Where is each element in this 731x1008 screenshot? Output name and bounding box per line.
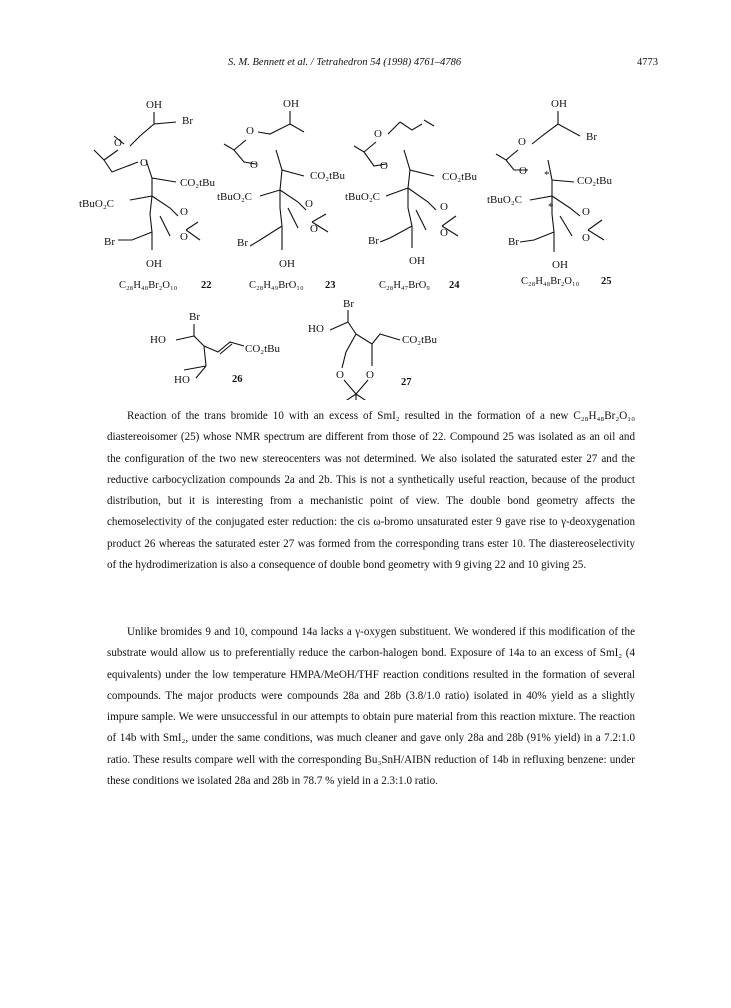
s24-o4: O — [440, 227, 448, 239]
s24-tbuo2c: tBuO₂C — [345, 191, 381, 203]
s23-o3: O — [305, 198, 313, 210]
s25-o2: O — [519, 165, 527, 177]
s22-tbuo2c: tBuO₂C — [79, 198, 115, 210]
s27-co2tbu: CO₂tBu — [402, 334, 438, 346]
s23-oh-top: OH — [283, 98, 299, 110]
s22-co2tbu: CO₂tBu — [180, 177, 216, 189]
s26-label: 26 — [232, 374, 243, 385]
structure-22 — [79, 99, 216, 291]
s24-co2tbu: CO₂tBu — [442, 171, 478, 183]
s22-label: 22 — [201, 280, 212, 291]
s22-o3: O — [180, 206, 188, 218]
s22-br-bottom: Br — [104, 236, 115, 248]
s23-o1: O — [246, 125, 254, 137]
paragraph-2 — [107, 622, 635, 792]
s23-formula: C₂₈H₄₉BrO₁₀ — [249, 280, 304, 291]
s23-tbuo2c: tBuO₂C — [217, 191, 253, 203]
s22-oh-top: OH — [146, 99, 162, 111]
s22-o1: O — [114, 137, 122, 149]
s27-o1: O — [336, 369, 344, 381]
structure-26 — [150, 311, 281, 386]
s25-oh-bottom: OH — [552, 259, 568, 271]
s25-star-1: * — [544, 169, 550, 181]
paragraph-1-text: Reaction of the trans bromide 10 with an excess of SmI₂ resulted in the formation of a new C₂₈H₄₈Br₂O₁₀ diastereoisomer (25) whose NMR spectrum are different from those of 22. Compound 25 was isolated as an oil and the configuration of the two new stereocenters was not determined. We also isolated the saturated ester 27 and the reductive carbocyclization compounds 2a and 2b. This is not a synthetically useful reaction, because of the product distribution, but it is interesting from a mechanistic point of view. The double bond geometry affects the chemoselectivity of the conjugated ester reduction: the cis ω-bromo unsaturated ester 9 gave rise to γ-deoxygenation product 26 whereas the saturated ester 27 was formed from the corresponding trans ester 10. The diastereoselectivity of the hydrodimerization is also a consequence of double bond geometry with 9 giving 22 and 10 giving 25. — [107, 410, 635, 572]
structure-25 — [487, 98, 613, 287]
s27-o2: O — [366, 369, 374, 381]
s26-br: Br — [189, 311, 200, 323]
paragraph-2-text: Unlike bromides 9 and 10, compound 14a lacks a γ-oxygen substituent. We wondered if this modification of the substrate would allow us to preferentially reduce the carbon-halogen bond. Exposure of 14a to an excess of SmI₂ (4 equivalents) under the low temperature HMPA/MeOH/THF reaction conditions resulted in the formation of several compounds. The major products were compounds 28a and 28b (3.8/1.0 ratio) isolated in 40% yield as a slightly impure sample. We were unsuccessful in our attempts to obtain pure material from this reaction mixture. The reaction of 14b with SmI₂, under the same conditions, was much cleaner and gave only 28a and 28b (91% yield) in a 7.2:1.0 ratio. These results compare well with the corresponding Bu₃SnH/AIBN reduction of 14b in refluxing benzene: under these conditions we isolated 28a and 28b in 78.7 % yield in a 2.3:1.0 ratio. — [107, 626, 635, 788]
s25-tbuo2c: tBuO₂C — [487, 194, 523, 206]
paragraph-1 — [107, 406, 635, 576]
s27-label: 27 — [401, 377, 412, 388]
s25-br-bottom: Br — [508, 236, 519, 248]
s27-ho: HO — [308, 323, 324, 335]
s22-o2: O — [140, 157, 148, 169]
s25-br-top: Br — [586, 131, 597, 143]
structure-27 — [308, 298, 438, 400]
structure-scheme — [0, 0, 731, 400]
s24-o2: O — [380, 160, 388, 172]
s24-o3: O — [440, 201, 448, 213]
s24-label: 24 — [449, 280, 460, 291]
s26-co2tbu: CO₂tBu — [245, 343, 281, 355]
s26-ho-top: HO — [150, 334, 166, 346]
s25-oh-top: OH — [551, 98, 567, 110]
s22-br-top: Br — [182, 115, 193, 127]
s23-label: 23 — [325, 280, 336, 291]
s23-br: Br — [237, 237, 248, 249]
s26-ho-bottom: HO — [174, 374, 190, 386]
s25-label: 25 — [601, 276, 612, 287]
s24-formula: C₂₈H₄₇BrO₉ — [379, 280, 430, 291]
page-number: 4773 — [637, 57, 658, 68]
s27-br: Br — [343, 298, 354, 310]
s23-co2tbu: CO₂tBu — [310, 170, 346, 182]
s22-o4: O — [180, 231, 188, 243]
running-head: S. M. Bennett et al. / Tetrahedron 54 (1998) 4761–4786 — [228, 57, 462, 68]
s24-br: Br — [368, 235, 379, 247]
structure-23 — [217, 98, 346, 291]
s25-co2tbu: CO₂tBu — [577, 175, 613, 187]
s22-oh-bottom: OH — [146, 258, 162, 270]
structure-24 — [345, 120, 478, 291]
s25-o4: O — [582, 232, 590, 244]
s22-formula: C₂₈H₄₈Br₂O₁₀ — [119, 280, 178, 291]
s25-star-2: * — [548, 201, 554, 213]
s23-o2: O — [250, 159, 258, 171]
s24-oh: OH — [409, 255, 425, 267]
s25-formula: C₂₈H₄₈Br₂O₁₀ — [521, 276, 580, 287]
s25-o1: O — [518, 136, 526, 148]
s23-o4: O — [310, 223, 318, 235]
s25-o3: O — [582, 206, 590, 218]
s23-oh-bottom: OH — [279, 258, 295, 270]
s24-o1: O — [374, 128, 382, 140]
